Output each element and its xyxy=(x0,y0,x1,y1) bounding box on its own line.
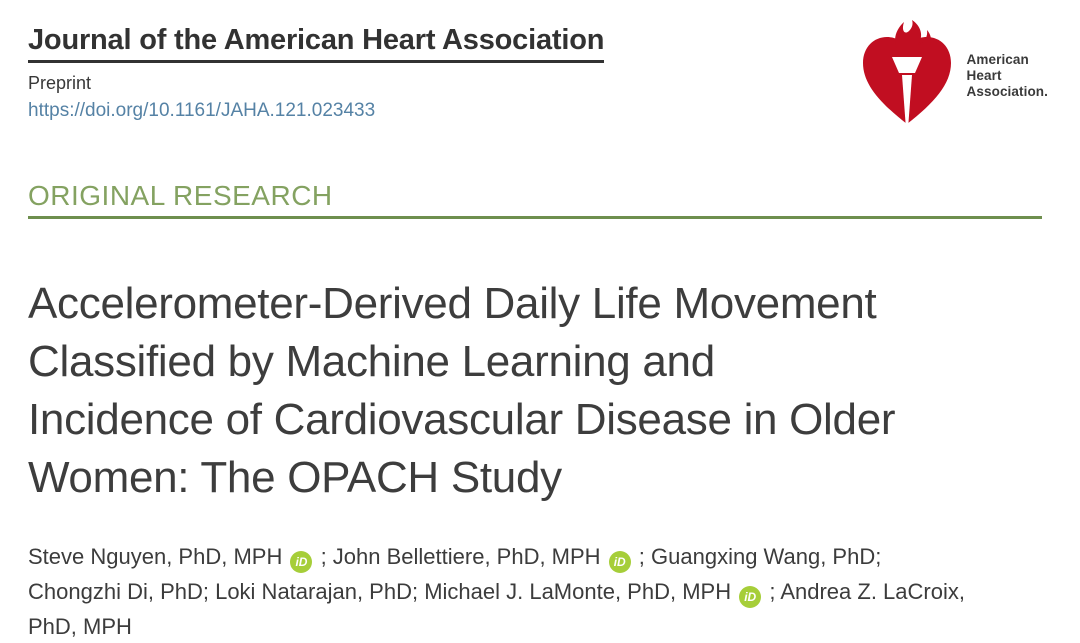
article-title-line: Accelerometer-Derived Daily Life Movement xyxy=(28,279,877,328)
aha-logo-line: American xyxy=(966,52,1029,67)
aha-logo xyxy=(857,16,1052,132)
journal-title-link[interactable]: Journal of the American Heart Association xyxy=(28,24,604,63)
section-header xyxy=(28,180,1042,219)
author-line xyxy=(28,609,1052,643)
masthead xyxy=(28,16,1052,132)
aha-heart-torch-icon xyxy=(857,20,957,132)
section-label: ORIGINAL RESEARCH xyxy=(28,180,333,211)
author-line xyxy=(28,574,1052,609)
aha-logo-line: Association. xyxy=(966,84,1048,99)
orcid-icon[interactable]: iD xyxy=(290,551,312,573)
author-name-text: PhD, MPH xyxy=(28,614,132,639)
aha-logo-wordmark xyxy=(967,52,1048,100)
journal-info xyxy=(28,16,604,122)
author-list xyxy=(28,539,1052,643)
orcid-icon[interactable]: iD xyxy=(739,586,761,608)
article-title-line: Women: The OPACH Study xyxy=(28,453,562,502)
article-title-line: Incidence of Cardiovascular Disease in Older xyxy=(28,395,896,444)
orcid-icon[interactable]: iD xyxy=(609,551,631,573)
preprint-label: Preprint xyxy=(28,73,92,93)
article-title-line: Classified by Machine Learning and xyxy=(28,337,715,386)
author-line xyxy=(28,539,1052,574)
author-name-text: ; Andrea Z. LaCroix, xyxy=(763,579,965,604)
author-name-text: ; John Bellettiere, PhD, MPH xyxy=(314,544,607,569)
aha-logo-line: Heart xyxy=(966,68,1002,83)
author-name-text: Chongzhi Di, PhD; Loki Natarajan, PhD; Michael J. LaMonte, PhD, MPH xyxy=(28,579,738,604)
article-title xyxy=(28,275,1052,507)
author-name-text: ; Guangxing Wang, PhD; xyxy=(632,544,882,569)
author-name-text: Steve Nguyen, PhD, MPH xyxy=(28,544,289,569)
doi-link[interactable]: https://doi.org/10.1161/JAHA.121.023433 xyxy=(28,100,376,121)
